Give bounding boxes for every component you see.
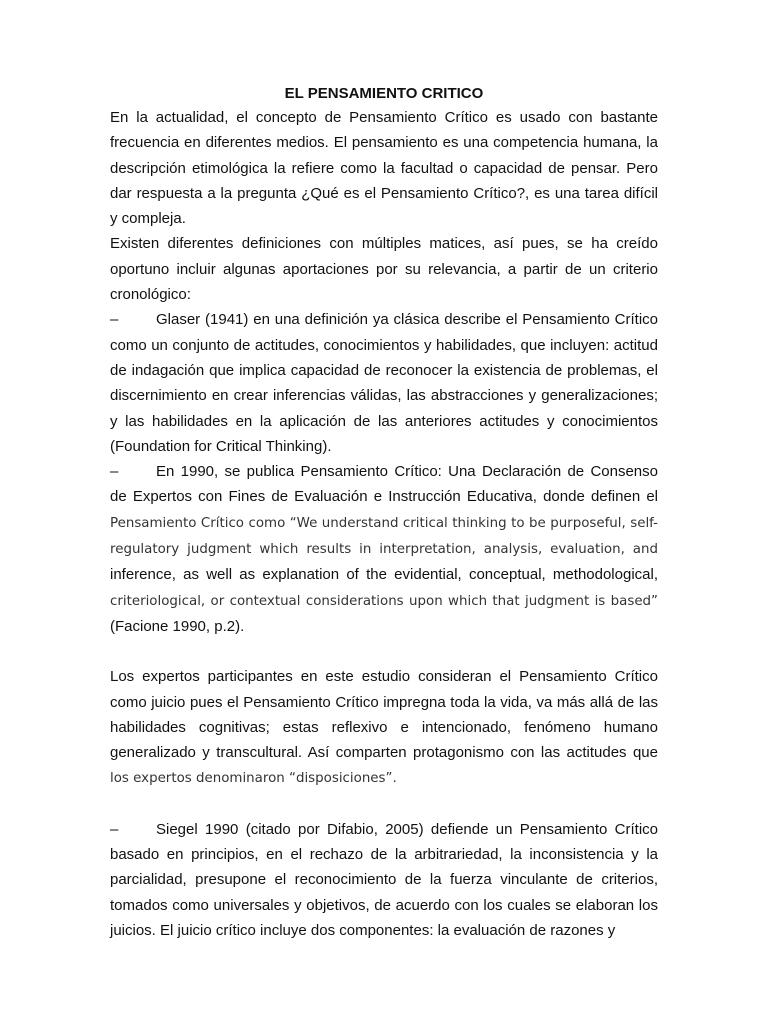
- dash-bullet: –: [110, 463, 119, 481]
- list-item-siegel-text: Siegel 1990 (citado por Difabio, 2005) defiende un Pensamiento Crítico basado en principios, en el rechazo de la arbitrariedad, la inconsistencia y la parcialidad, presupone el reconocimiento de la fuerza vinculante de criterios, tomados como universales y objetivos, de acuerdo con los cuales se elaboran los juicios. El juicio crítico incluye dos componentes: la evaluación de razones y: [110, 820, 658, 939]
- document-title: EL PENSAMIENTO CRITICO: [284, 85, 484, 102]
- list-item-1990-text: En 1990, se publica Pensamiento Crítico: Una Declaración de Consenso de Expertos con Fines de Evaluación e Instrucción Educativa, donde definen el: [110, 463, 658, 506]
- dash-bullet: –: [110, 311, 119, 329]
- paragraph-definitions: Existen diferentes definiciones con múltiples matices, así pues, se ha creído oportuno incluir algunas aportaciones por su relevancia, a partir de un criterio cronológico:: [110, 235, 658, 304]
- list-item-1990: [110, 459, 658, 639]
- paragraph-spacer: [110, 792, 658, 817]
- list-item-glaser: [110, 307, 658, 459]
- document-page: [110, 80, 658, 943]
- citation-facione: (Facione 1990, p.2).: [110, 617, 245, 635]
- dash-bullet: –: [110, 820, 119, 838]
- english-quote-part3: criteriological, or contextual considerations upon which that judgment is based”: [110, 593, 658, 609]
- english-quote-part1: Pensamiento Crítico como “We understand critical thinking to be purposeful, self-regulatory judgment which results in interpretation, analysis, evaluation, and: [110, 515, 658, 558]
- paragraph-experts-tail: los expertos denominaron “disposiciones”.: [110, 771, 397, 787]
- list-item-siegel: [110, 817, 658, 943]
- english-quote-part2: inference, as well as explanation of the evidential, conceptual, methodological,: [110, 566, 658, 584]
- paragraph-intro: En la actualidad, el concepto de Pensamiento Crítico es usado con bastante frecuencia en diferentes medios. El pensamiento es una competencia humana, la descripción etimológica la refiere como la facultad o capacidad de pensar. Pero dar respuesta a la pregunta ¿Qué es el Pensamiento Crítico?, es una tarea difícil y compleja.: [110, 109, 658, 228]
- paragraph-experts-text: Los expertos participantes en este estudio consideran el Pensamiento Crítico como juicio pues el Pensamiento Crítico impregna toda la vida, va más allá de las habilidades cognitivas; estas reflexivo e intencionado, fenómeno humano generalizado y transcultural. Así comparten protagonismo con las actitudes que: [110, 668, 658, 762]
- list-item-glaser-text: Glaser (1941) en una definición ya clásica describe el Pensamiento Crítico como un conjunto de actitudes, conocimientos y habilidades, que incluyen: actitud de indagación que implica capacidad de reconocer la existencia de problemas, el discernimiento en crear inferencias válidas, las abstracciones y generalizaciones; y las habilidades en la aplicación de las anteriores actitudes y conocimientos (Foundation for Critical Thinking).: [110, 311, 658, 455]
- paragraph-spacer: [110, 639, 658, 664]
- paragraph-experts: [110, 664, 658, 791]
